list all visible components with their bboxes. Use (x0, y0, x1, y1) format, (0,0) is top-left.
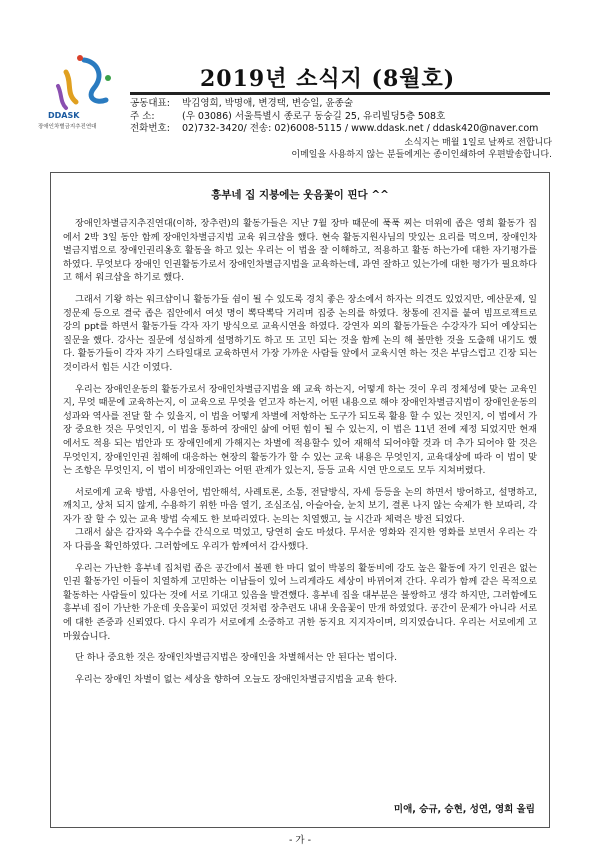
distribution-notes (291, 138, 552, 161)
ddask-logo (36, 52, 126, 132)
paragraph: 그래서 삶은 감자와 옥수수를 간식으로 먹었고, 당연히 술도 마셨다. 무서운 영화와 진지한 영화를 보면서 우리는 각자 다름을 확인하였다. 그러함에도 우리가 함께여서 감사했다. (63, 527, 537, 553)
info-row-representatives (130, 98, 538, 111)
note-line: 이메일을 사용하지 않는 분들에게는 종이인쇄하여 우편발송합니다. (291, 149, 552, 160)
signature: 미애, 승규, 승현, 성연, 영희 올림 (393, 804, 535, 815)
title-underline (130, 92, 550, 95)
logo-swirl-shape (84, 60, 106, 101)
logo-dot (77, 55, 83, 61)
info-label: 공동대표: (130, 98, 170, 109)
info-value: 02)732-3420/ 전송: 02)6008-5115 / www.ddask.net / ddask420@naver.com (182, 123, 539, 134)
info-row-phone (130, 123, 538, 136)
info-value: 박김영희, 박명애, 변경택, 변승일, 윤종술 (182, 98, 353, 109)
paragraph: 장애인차별금지추진연대(이하, 장추련)의 활동가들은 지난 7월 장마 때문에 푹푹 찌는 더위에 좁은 영희 활동가 집에서 2박 3일 동안 함께 장애인차별금지법 교육 워크샵을 했다. 현숙 활동지원사님의 맛있는 요리를 먹으며, 장애인차별금지법으로 장애인권리옹호 활동을 하고 있는 우리는 이 법을 잘 이해하고, 적용하고 활동 하는가에 대한 자기평가를 하였다. 무엇보다 장애인 인권활동가로서 장애인차별금지법을 교육하는데, 과연 잘하고 있는가에 대한 평가가 필요하다고 해서 워크샵을 하기로 했다. (63, 218, 537, 284)
paragraph: 우리는 장애인운동의 활동가로서 장애인차별금지법을 왜 교육 하는지, 어떻게 하는 것이 우리 정체성에 맞는 교육인지, 무엇 때문에 교육하는지, 이 교육으로 무엇을 얻고자 하는지, 어떤 내용으로 해야 장애인차별금지법이 장애인운동의 성과와 역사를 전달 할 수 있을지, 이 법을 어떻게 차별에 저항하는 도구가 되도록 활용 할 수 있는 것인지, 이 법에서 가장 중요한 것은 무엇인지, 이 법을 통하여 장애인 삶에 어떤 힘이 될 수 있는지, 이 법은 11년 전에 제정 되었지만 현재에서도 적용 되는 법안과 또 장애인에게 가해지는 차별에 적용할수 있어 재해석 되어야할 것과 더 추가 되어야 할 것은 무엇인지, 장애인인권 침해에 대응하는 현장의 활동가가 할 수 있는 교육 내용은 무엇인지, 교육대상에 따라 이 법이 맞는 조항은 무엇인지, 이 법이 비장애인과는 어떤 관계가 있는지, 등등 교육 시연 만으로도 모두 지쳐버렸다. (63, 383, 537, 477)
logo-org-short: DDASK (48, 111, 80, 120)
article-body (63, 217, 537, 694)
paragraph: 단 하나 중요한 것은 장애인차별금지법은 장애인을 차별해서는 안 된다는 법이다. (75, 652, 398, 664)
paragraph: 서로에게 교육 방법, 사용언어, 법안해석, 사례토론, 소통, 전달방식, 자세 등등을 논의 하면서 방어하고, 설명하고, 깨치고, 상처 되지 않게, 수용하기 위한 마음 열기, 조심조심, 아슬아슬, 눈치 보기, 결론 나지 않는 숙제가 한 보따리, 각자가 잘 할 수 있는 교육 방법 숙제도 한 보따리였다. 논의는 치열했고, 늘 시간과 체력은 방전 되었다. (63, 486, 537, 525)
info-label: 전화번호: (130, 123, 170, 134)
paragraph: 우리는 가난한 흥부네 집처럼 좁은 공간에서 볼펜 한 마디 없이 박봉의 활동비에 강도 높은 활동에 자기 인권은 없는 인권 활동가인 이들이 치열하게 고민하는 이남들이 있어 느리게라도 세상이 바뀌어져 간다. 우리가 함께 같은 목적으로 활동하는 사람들이 있다는 것에 서로 기대고 있음을 발견했다. 흥부네 집을 대부분은 불쌍하고 생각 하지만, 그러함에도 흥부네 집이 가난한 가운데 웃음꽃이 피었던 것처럼 장추련도 내내 웃음꽃이 만개 하였었다. 공간이 문제가 아니라 서로에 대한 존중과 신뢰였다. 다시 우리가 서로에게 소중하고 귀한 동지요 지지자이며, 의지였습니다. 우리는 서로에게 고마웠습니다. (63, 562, 537, 642)
contact-info (130, 98, 538, 136)
paragraph: 우리는 장애인 차별이 없는 세상을 향하여 오늘도 장애인차별금지법을 교육 한다. (75, 673, 398, 685)
newsletter-title: 2019년 소식지 (8월호) (200, 66, 456, 92)
logo-figure-shape (58, 86, 66, 108)
paragraph: 그래서 기왕 하는 워크샵이니 활동가들 쉼이 될 수 있도록 경치 좋은 장소에서 하자는 의견도 있었지만, 예산문제, 일정문제 등으로 결국 좁은 집안에서 여섯 명이 뽁닥뽁닥 거리며 집중 논의를 하였다. 창통에 진지를 붙여 빔프로젝트로 강의 ppt를 하면서 활동가들 각자 자기 방식으로 교육시연을 하였다. 강연자 외의 활동가들은 수강자가 되어 예상되는 질문을 했다. 강사는 질문에 성실하게 설명하기도 하고 또 고민 되는 것을 함께 논의 해 볼만한 것을 도출해 내기도 했다. 활동가들이 각자 자기 스타일대로 교육하면서 가장 가까운 사람들 앞에서 교육시연 하는 것은 부담스럽고 긴장 되는 것이라서 힘든 시간 이였다. (63, 293, 537, 373)
info-label: 주 소: (130, 110, 155, 122)
logo-dot (105, 75, 111, 81)
article-title: 흥부네 집 지붕에는 웃음꽃이 핀다 ^^ (211, 189, 389, 201)
info-value: (우 03086) 서울특별시 종로구 동숭길 25, 유리빌딩5층 508호 (182, 110, 446, 122)
note-line: 소식지는 매월 1일로 날짜로 전합니다 (404, 138, 552, 148)
logo-org-full: 장애인차별금지추진연대 (38, 124, 97, 130)
logo-figure-shape (66, 72, 76, 102)
info-row-address (130, 111, 538, 124)
page-number: - 가 - (288, 835, 312, 846)
article-box (50, 172, 550, 828)
